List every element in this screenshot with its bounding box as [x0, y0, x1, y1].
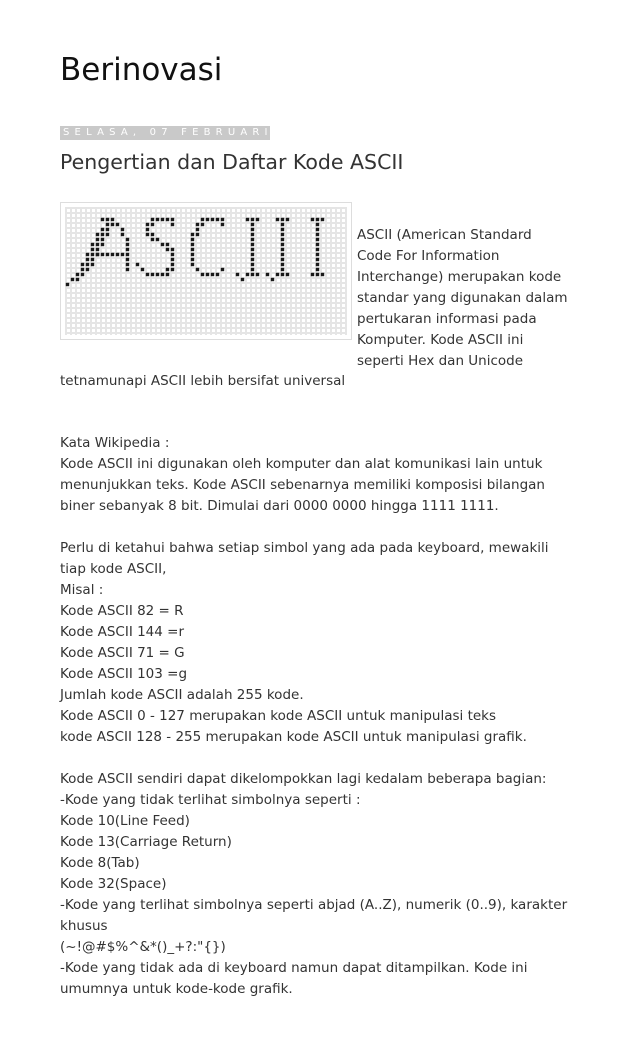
- post-date-bar: [60, 126, 328, 140]
- body-line: Kode ASCII 71 = G: [60, 645, 185, 661]
- body-line: Jumlah kode ASCII adalah 255 kode.: [60, 687, 304, 703]
- intro-line: seperti Hex dan Unicode: [357, 353, 524, 369]
- body-line: (~!@#$%^&*()_+?:"{}): [60, 939, 226, 955]
- body-line: kode ASCII 128 - 255 merupakan kode ASCII untuk manipulasi grafik.: [60, 729, 527, 745]
- body-line: Kode ASCII 103 =g: [60, 666, 188, 682]
- post-title[interactable]: Pengertian dan Daftar Kode ASCII: [60, 150, 404, 174]
- ascii-logo-image: [60, 202, 352, 340]
- body-line: Kode 8(Tab): [60, 855, 140, 871]
- paragraph-gap: [60, 517, 590, 538]
- body-line: Kode ASCII 82 = R: [60, 603, 184, 619]
- intro-line: Komputer. Kode ASCII ini: [357, 332, 524, 348]
- intro-line: standar yang digunakan dalam: [357, 290, 568, 306]
- body-line: tiap kode ASCII,: [60, 561, 167, 577]
- body-line: -Kode yang tidak terlihat simbolnya seperti :: [60, 792, 361, 808]
- paragraph-gap: [60, 748, 590, 769]
- intro-line: ASCII (American Standard: [357, 227, 532, 243]
- intro-tail-text: tetnamunapi ASCII lebih bersifat universal: [60, 373, 346, 389]
- body-line: umumnya untuk kode-kode grafik.: [60, 981, 293, 997]
- intro-line: Code For Information: [357, 248, 500, 264]
- post-body: [60, 433, 590, 1000]
- body-line: Kode 10(Line Feed): [60, 813, 190, 829]
- body-line: Kode ASCII sendiri dapat dikelompokkan lagi kedalam beberapa bagian:: [60, 771, 547, 787]
- post-date: SELASA, 07 FEBRUARI 2012: [63, 127, 328, 138]
- body-line: -Kode yang terlihat simbolnya seperti abjad (A..Z), numerik (0..9), karakter: [60, 897, 568, 913]
- body-line: Kode ASCII ini digunakan oleh komputer dan alat komunikasi lain untuk: [60, 456, 543, 472]
- body-line: Kata Wikipedia :: [60, 435, 170, 451]
- body-line: khusus: [60, 918, 108, 934]
- body-line: menunjukkan teks. Kode ASCII sebenarnya memiliki komposisi bilangan: [60, 477, 545, 493]
- body-line: Kode 13(Carriage Return): [60, 834, 232, 850]
- intro-line: Interchange) merupakan kode: [357, 269, 562, 285]
- blog-title[interactable]: Berinovasi: [60, 52, 223, 88]
- intro-line: pertukaran informasi pada: [357, 311, 537, 327]
- body-line: Kode ASCII 144 =r: [60, 624, 185, 640]
- body-line: Kode 32(Space): [60, 876, 167, 892]
- intro-text: [357, 225, 607, 372]
- body-line: -Kode yang tidak ada di keyboard namun dapat ditampilkan. Kode ini: [60, 960, 528, 976]
- body-line: biner sebanyak 8 bit. Dimulai dari 0000 0000 hingga 1111 1111.: [60, 498, 499, 514]
- body-line: Kode ASCII 0 - 127 merupakan kode ASCII untuk manipulasi teks: [60, 708, 497, 724]
- body-line: Perlu di ketahui bahwa setiap simbol yang ada pada keyboard, mewakili: [60, 540, 549, 556]
- post-intro: [357, 225, 607, 372]
- body-line: Misal :: [60, 582, 104, 598]
